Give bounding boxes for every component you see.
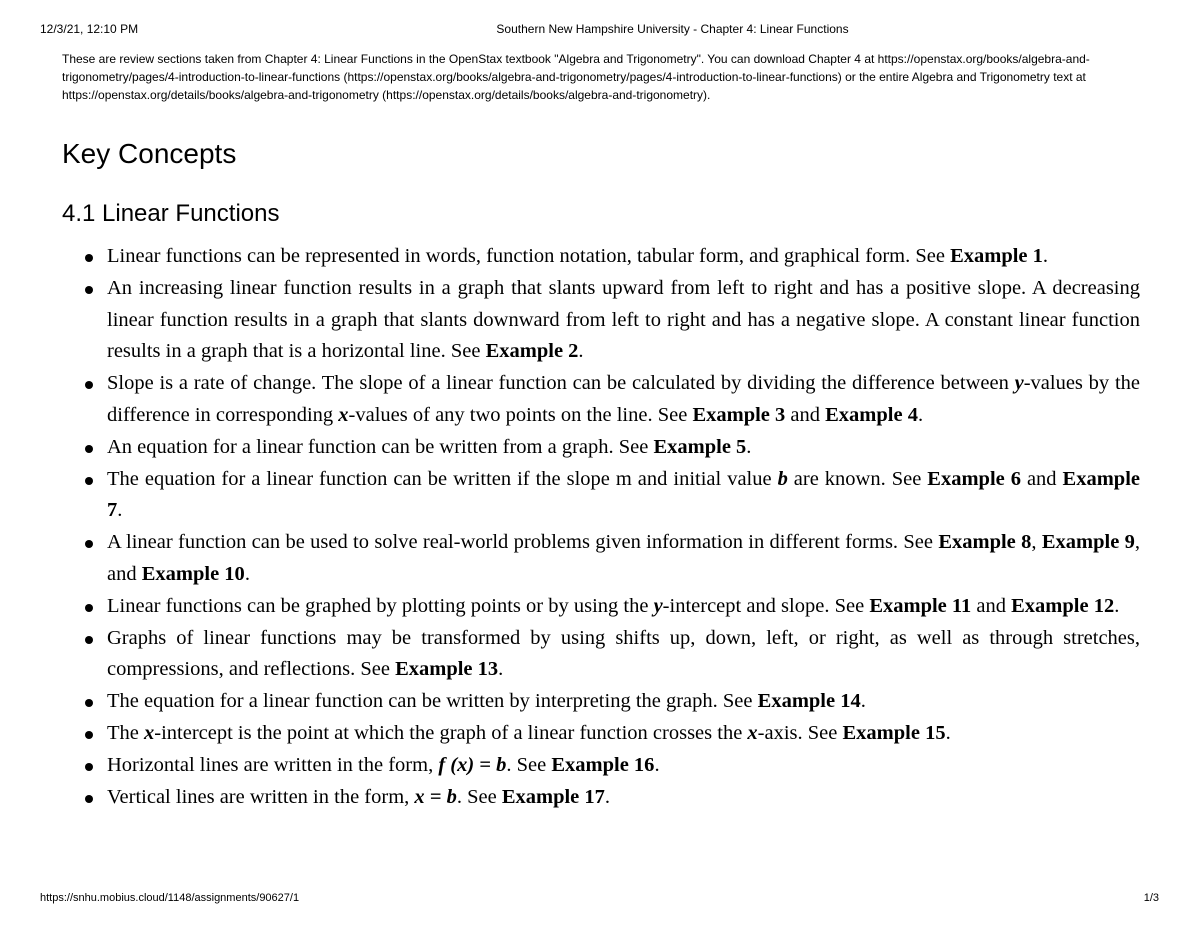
item-text: . See <box>456 785 502 808</box>
key-concepts-list <box>107 241 1140 813</box>
math-expression: x <box>338 403 349 426</box>
example-reference: Example 1 <box>950 245 1043 267</box>
concept-list-item <box>107 527 1140 591</box>
item-text: A linear function can be used to solve real-world problems given information in different forms. See <box>107 531 939 554</box>
item-text: An increasing linear function results in a graph that slants upward from left to right and has a positive slope. A decreasing linear function results in a graph that slants downward from left to right and has a negative slope. A constant linear function results in a graph that is a horizontal line. See <box>107 276 1140 363</box>
concept-list-item <box>107 241 1140 273</box>
item-text: . <box>945 721 951 744</box>
concept-list-item <box>107 273 1140 368</box>
item-text: . <box>604 785 611 808</box>
example-reference: Example 6 <box>927 467 1021 490</box>
example-reference: Example 16 <box>551 753 655 776</box>
example-reference: Example 11 <box>869 594 972 617</box>
item-text: -axis. See <box>757 721 843 744</box>
item-text: . See <box>506 753 552 776</box>
example-reference: Example 17 <box>501 785 605 808</box>
item-text: -intercept and slope. See <box>662 594 870 617</box>
item-text: . <box>1042 245 1049 267</box>
item-text: . <box>746 435 752 458</box>
item-text: . <box>244 562 250 585</box>
print-page-title: Southern New Hampshire University - Chapter 4: Linear Functions <box>496 22 849 36</box>
example-reference: Example 10 <box>141 562 245 585</box>
example-reference: Example 7 <box>107 467 1140 522</box>
item-text: Slope is a rate of change. The slope of a linear function can be calculated by dividing the difference between <box>107 372 1015 395</box>
item-text: . <box>117 499 123 522</box>
math-expression: y <box>653 594 663 617</box>
concept-list-item <box>107 432 1140 464</box>
item-text: The equation for a linear function can be written if the slope m and initial value <box>107 467 778 490</box>
concept-list-item <box>107 623 1140 687</box>
item-text: . <box>860 690 866 713</box>
print-datetime: 12/3/21, 12:10 PM <box>40 22 139 36</box>
example-reference: Example 2 <box>485 340 579 363</box>
page-title: Key Concepts <box>62 138 237 169</box>
item-text: are known. See <box>787 467 928 490</box>
item-text: Horizontal lines are written in the form, <box>107 753 439 776</box>
item-text: -intercept is the point at which the graph of a linear function crosses the <box>154 721 748 744</box>
concept-list-item <box>107 591 1140 623</box>
math-expression: b <box>777 467 788 490</box>
example-reference: Example 9 <box>1041 531 1135 554</box>
footer-url: https://snhu.mobius.cloud/1148/assignments/90627/1 <box>40 892 300 904</box>
concept-list-item <box>107 368 1140 432</box>
math-expression: x <box>144 721 155 744</box>
concept-list-item <box>107 750 1140 782</box>
example-reference: Example 15 <box>842 721 946 744</box>
page-number: 1/3 <box>1143 892 1159 904</box>
item-text: . <box>498 658 504 681</box>
concept-list-item <box>107 686 1140 718</box>
item-text: , and <box>107 531 1141 585</box>
concept-list-item <box>107 718 1140 750</box>
example-reference: Example 5 <box>653 435 747 458</box>
item-text: An equation for a linear function can be written from a graph. See <box>107 435 654 458</box>
item-text: Linear functions can be graphed by plotting points or by using the <box>107 594 654 617</box>
math-expression: f (x) = b <box>438 753 507 776</box>
example-reference: Example 3 <box>692 403 786 426</box>
example-reference: Example 13 <box>395 658 499 681</box>
item-text: and <box>785 403 826 426</box>
item-text: . <box>578 340 584 363</box>
section-heading: 4.1 Linear Functions <box>62 200 280 227</box>
item-text: . <box>1114 594 1120 617</box>
item-text: Vertical lines are written in the form, <box>107 785 415 808</box>
item-text: The equation for a linear function can be written by interpreting the graph. See <box>107 690 758 713</box>
item-text: The <box>107 721 144 744</box>
math-expression: y <box>1014 372 1024 395</box>
item-text: and <box>971 594 1012 617</box>
item-text: . <box>654 753 660 776</box>
concept-list-item <box>107 782 1140 814</box>
item-text: Linear functions can be represented in words, function notation, tabular form, and graphical form. See <box>107 245 951 267</box>
item-text: . <box>917 403 924 426</box>
item-text: , <box>1031 531 1042 554</box>
example-reference: Example 14 <box>757 690 861 713</box>
intro-paragraph: These are review sections taken from Chapter 4: Linear Functions in the OpenStax textbook "Algebra and Trigonometry". You can download Chapter 4 at https://openstax.org/books/algebra-and-trigonometry/pages/4-introduction-to-linear-functions (https://openstax.org/books/algebra-and-trigonometry/pages/4-introduction-to-linear-functions) or the entire Algebra and Trigonometry text at https://openstax.org/details/books/algebra-and-trigonometry (https://openstax.org/details/books/algebra-and-trigonometry). <box>62 52 1090 102</box>
math-expression: x <box>747 721 758 744</box>
item-text: -values of any two points on the line. See <box>348 403 693 426</box>
item-text: and <box>1020 467 1063 490</box>
item-text: Graphs of linear functions may be transformed by using shifts up, down, left, or right, as well as through stretches, compressions, and reflections. See <box>107 626 1140 681</box>
example-reference: Example 12 <box>1011 594 1115 617</box>
math-expression: x = b <box>414 785 457 808</box>
example-reference: Example 4 <box>825 403 918 426</box>
item-text: -values by the difference in corresponding <box>107 372 1140 426</box>
concept-list-item <box>107 464 1140 528</box>
example-reference: Example 8 <box>938 531 1032 554</box>
